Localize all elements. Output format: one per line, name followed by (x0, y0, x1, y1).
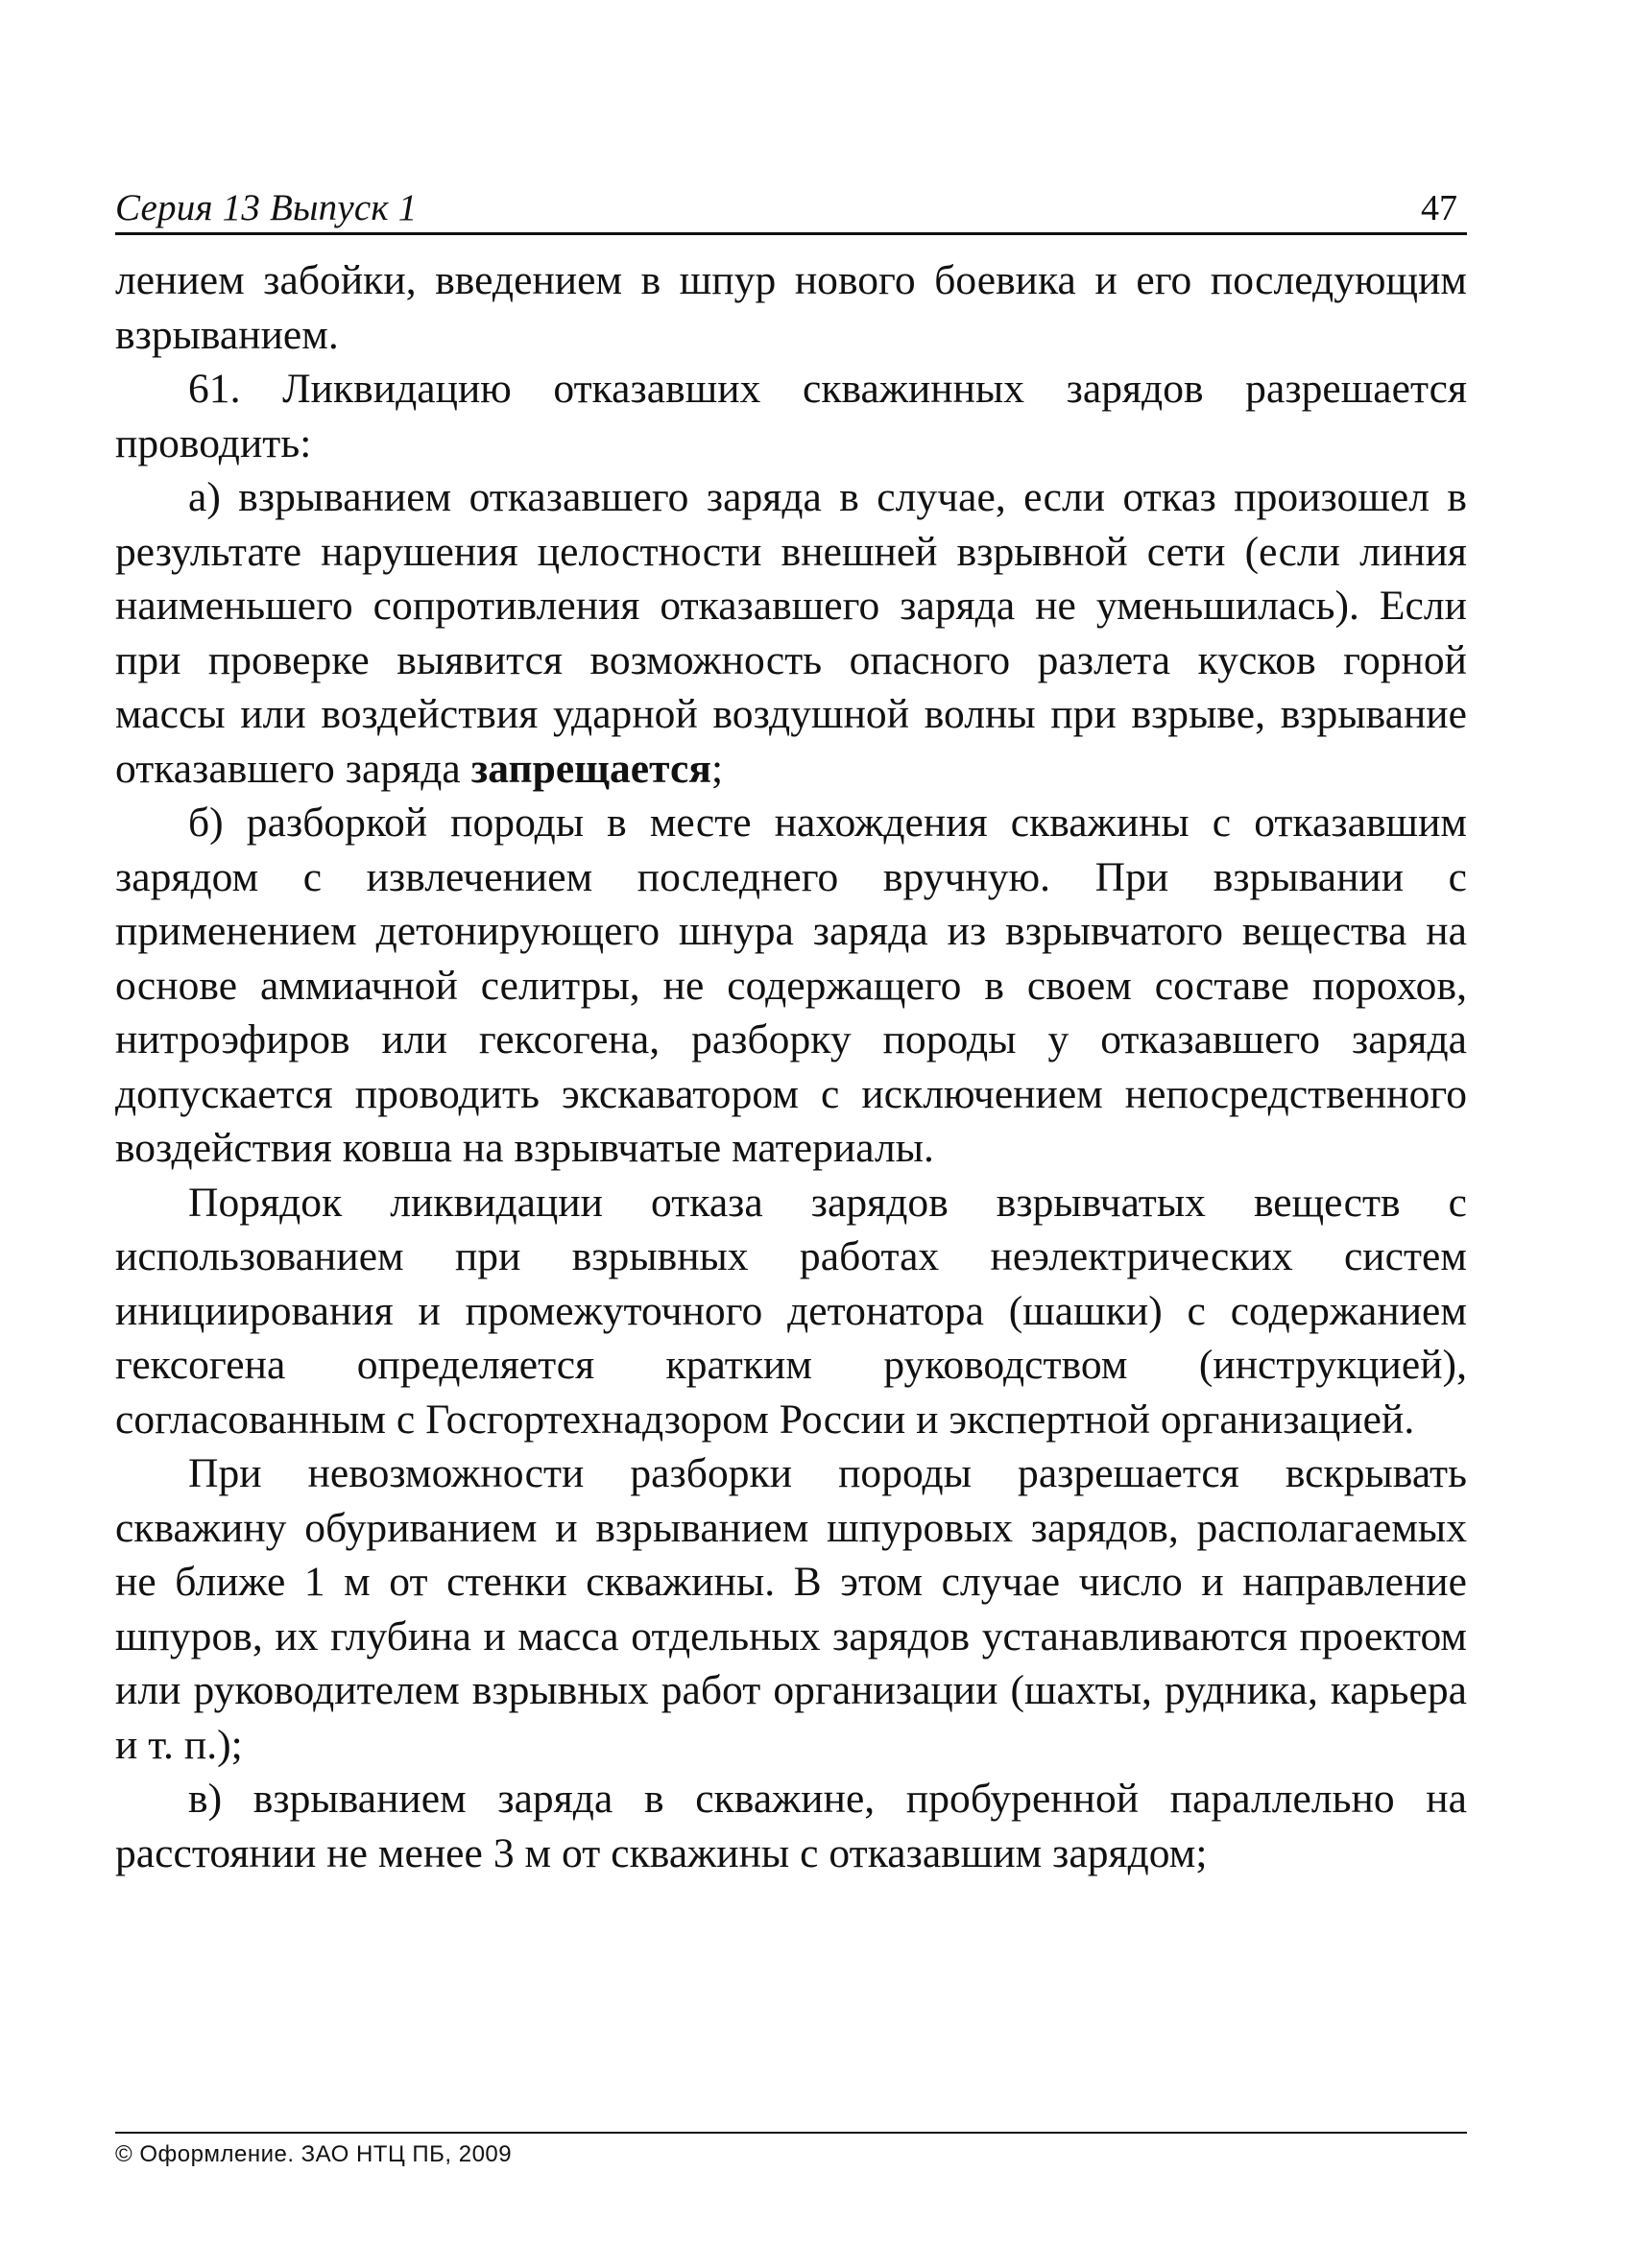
document-text (115, 253, 1467, 1880)
paragraph-subitem-a (115, 470, 1467, 796)
paragraph-item-61: 61. Ликвидацию отказавших скважинных зарядов разрешается проводить: (115, 366, 1467, 466)
page-header (115, 179, 1467, 235)
running-title: Серия 13 Выпуск 1 (115, 187, 418, 228)
subitem-a-ending: ; (711, 745, 724, 792)
page-number: 47 (1421, 188, 1457, 228)
paragraph-continuation: лением забойки, введением в шпур нового боевика и его последующим взрыванием. (115, 257, 1467, 358)
footer-divider (115, 2132, 1467, 2134)
subitem-a-text: а) взрыванием отказавшего заряда в случае, если отказ произошел в результате нарушения целостности внешней взрывной сети (если линия наименьшего сопротивления отказавшего заряда не уменьшилась). Если при проверке выявится возможность опасного разлета кусков горной массы или воздействия ударной воздушной волны при взрыве, взрывание отказавшего заряда (115, 474, 1467, 792)
paragraph-subitem-v: в) взрыванием заряда в скважине, пробуренной параллельно на расстоянии не менее 3 м от скважины с отказавшим зарядом; (115, 1776, 1467, 1876)
paragraph-subitem-b: б) разборкой породы в месте нахождения скважины с отказавшим зарядом с извлечением последнего вручную. При взрывании с применением детонирующего шнура заряда из взрывчатого вещества на основе аммиачной селитры, не содержащего в своем составе порохов, нитроэфиров или гексогена, разборку породы у отказавшего заряда допускается проводить экскаватором с исключением непосредственного воздействия ковша на взрывчатые материалы. (115, 800, 1467, 1171)
footer-copyright: © Оформление. ЗАО НТЦ ПБ, 2009 (115, 2141, 513, 2167)
paragraph-drilling: При невозможности разборки породы разрешается вскрывать скважину обуриванием и взрыванием шпуровых зарядов, располагаемых не ближе 1 м от стенки скважины. В этом случае число и направление шпуров, их глубина и масса отдельных зарядов устанавливаются проектом или руководителем взрывных работ организации (шахты, рудника, карьера и т. п.); (115, 1450, 1467, 1768)
paragraph-procedure: Порядок ликвидации отказа зарядов взрывчатых веществ с использованием при взрывных работах неэлектрических систем инициирования и промежуточного детонатора (шашки) с содержанием гексогена определяется кратким руководством (инструкцией), согласованным с Госгортехнадзором России и экспертной организацией. (115, 1179, 1467, 1443)
prohibited-emphasis: запрещается (470, 745, 711, 792)
